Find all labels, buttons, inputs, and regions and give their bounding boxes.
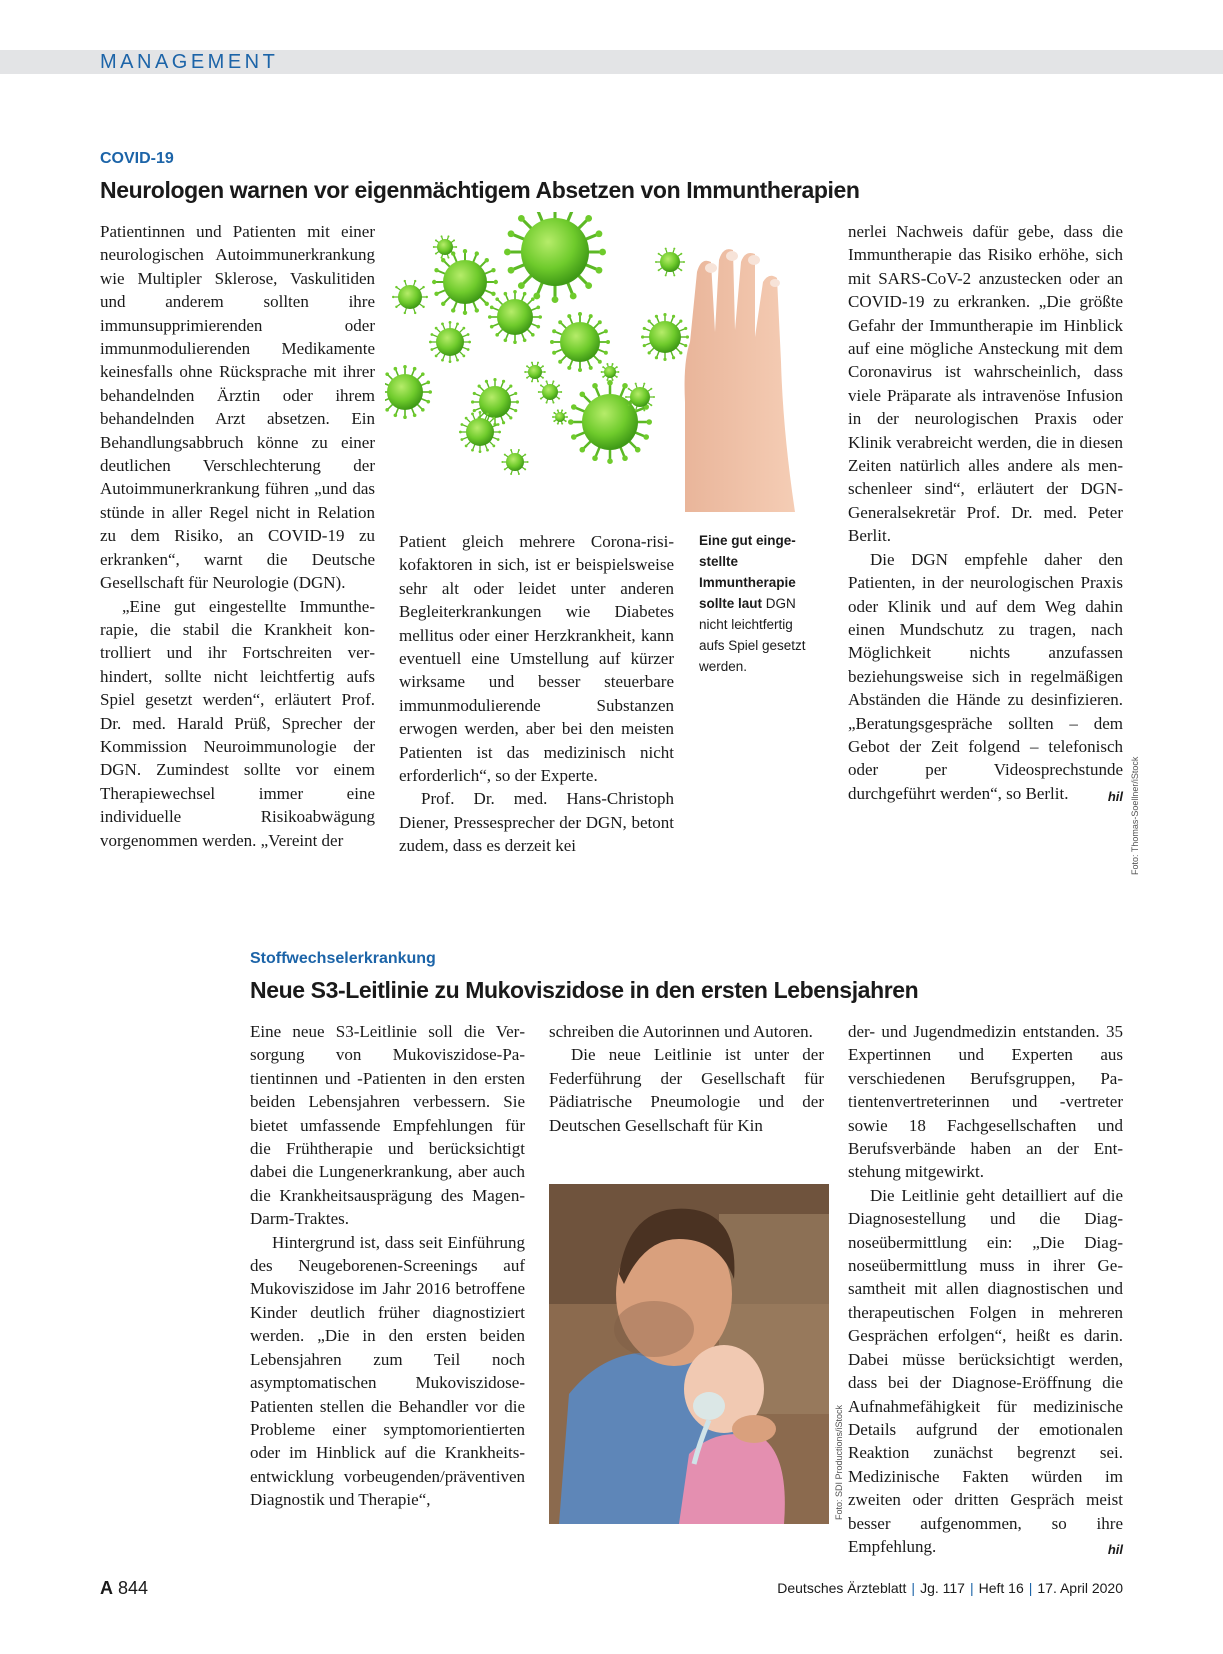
paragraph: Patientinnen und Patienten mit einer neurologischen Autoimmunerkrankung wie Multipler Sklerose, Vaskulitiden und anderem sollten ihre immunsupprimierenden oder immunmodulierenden Medikamente keinesfalls ohne Rücksprache mit ihrer behandelnden Ärztin oder ihrem behandelnden Arzt absetzen. Ein Behandlungsabbruch könne zu einer deutlichen Verschlechterung der Autoimmunerkrankung führen „und das stünde in aller Regel nicht in Relation zu dem Risiko, an COVID-19 zu erkranken“, warnt die Deutsche Gesellschaft für Neurologie (DGN). xyxy=(100,222,375,593)
photo-credit: Foto: SDI Productions/iStock xyxy=(834,1404,844,1520)
virus-group xyxy=(385,212,689,475)
separator: | xyxy=(969,1580,974,1596)
article2-kicker: Stoffwechselerkrankung xyxy=(250,950,436,967)
article1-headline: Neurologen warnen vor eigenmächtigem Absetzen von Immuntherapien xyxy=(100,177,860,203)
article2-column-1 xyxy=(250,1020,525,1512)
father-baby-photo xyxy=(549,1184,829,1524)
journal-volume: Jg. 117 xyxy=(920,1580,965,1596)
paragraph: Hintergrund ist, dass seit Einführung des Neugeborenen-Screenings auf Mukoviszidose im Jahr 2016 betroffene Kinder deutlich früher diagnostiziert werden. „Die in den ersten beiden Lebensjahren zum Teil noch asymptomatischen Mukoviszidose-Patienten stellen die Behandler vor die Probleme einer symptomorientierten oder im Hinblick auf die Krankheitsentwicklung vorbeugenden/präventiven Diagnostik und Therapie“, xyxy=(250,1232,525,1510)
coronavirus-illustration xyxy=(385,212,825,512)
virus-icon xyxy=(641,313,689,361)
author-signature: hil xyxy=(1107,1541,1123,1557)
paragraph: Die neue Leitlinie ist unter der Federführung der Gesellschaft für Pädiatrische Pneumologie und der Deutschen Gesellschaft für Kin xyxy=(549,1045,824,1135)
journal-name: Deutsches Ärzteblatt xyxy=(777,1580,907,1596)
virus-icon xyxy=(655,248,685,277)
author-signature: hil xyxy=(1107,788,1123,804)
photo-credit: Foto: Thomas-Soellner/iStock xyxy=(1130,756,1140,875)
virus-icon xyxy=(429,321,471,363)
article1-column-1 xyxy=(100,220,375,852)
article2-column-3 xyxy=(848,1020,1123,1561)
paragraph: Die DGN empfehle daher den Patienten, in der neurologischen Praxis oder Klinik und auf dem Weg dahin einen Mundschutz zu tragen, nach Möglichkeit nichts anzufassen beziehungsweise sich in regelmäßigen Abständen die Hände zu desinfizieren. „Beratungsgespräche sollten – dem Gebot der Zeit folgend – telefonisch oder per Videosprechstunde durchgeführt werden“, so Berlit. hil xyxy=(848,548,1123,805)
journal-issue: Heft 16 xyxy=(978,1580,1024,1596)
virus-icon xyxy=(488,290,542,344)
paragraph: Patient gleich mehrere Corona-risikofaktoren in sich, ist er beispielsweise sehr alt oder leidet unter anderen Begleiterkrankungen wie Diabetes mellitus oder einer Herzkrankheit, kann eventuell eine Umstellung auf kürzer wirksame und besser steuerbare immunmodulierende Substanzen erwogen werden, aber bei den meisten Patienten ist das medizinisch nicht erforderlich“, so der Experte. xyxy=(399,532,674,786)
virus-icon xyxy=(392,280,428,314)
image-caption xyxy=(699,530,809,677)
virus-icon xyxy=(385,365,432,419)
virus-icon xyxy=(552,409,568,424)
journal-date: 17. April 2020 xyxy=(1037,1580,1123,1596)
paragraph: der- und Jugendmedizin entstanden. 35 Expertinnen und Experten aus verschiedenen Berufsgruppen, Patientenvertreterinnen und -vertreter sowie 18 Fachgesellschaften und Berufsverbände haben an der Entstehung mitgewirkt. xyxy=(848,1022,1123,1182)
virus-icon xyxy=(550,312,610,372)
paragraph: nerlei Nachweis dafür gebe, dass die Immuntherapie das Risiko erhöhe, sich mit SARS-CoV-2 anzustecken oder an COVID-19 zu erkranken. „Die größte Gefahr der Immuntherapie im Hinblick auf eine mögliche Ansteckung mit dem Coronavirus ist wahrscheinlich, dass viele Präparate als intravenöse Infusion in der neurologischen Praxis oder Klinik verabreicht werden, die in diesen Zeiten natürlich alles andere als menschenleer sind“, erläutert der DGN-Generalsekretär Prof. Dr. med. Peter Berlit. xyxy=(848,222,1123,546)
article1-column-2 xyxy=(399,530,674,858)
journal-footer xyxy=(777,1580,1123,1596)
hand-icon xyxy=(685,249,795,512)
article2-headline: Neue S3-Leitlinie zu Mukoviszidose in den ersten Lebensjahren xyxy=(250,977,919,1003)
separator: | xyxy=(1028,1580,1033,1596)
section-label: MANAGEMENT xyxy=(100,51,279,73)
virus-icon xyxy=(459,411,501,453)
virus-icon xyxy=(601,363,620,381)
virus-icon xyxy=(501,449,528,475)
article2-column-2 xyxy=(549,1020,824,1137)
article1-kicker: COVID-19 xyxy=(100,150,174,167)
virus-icon xyxy=(538,380,562,403)
virus-icon xyxy=(504,212,606,303)
paragraph: Prof. Dr. med. Hans-Christoph Diener, Pressesprecher der DGN, betont zudem, dass es derzeit kei xyxy=(399,789,674,856)
paragraph: schreiben die Autorinnen und Autoren. xyxy=(549,1022,813,1041)
paragraph: „Eine gut eingestellte Immuntherapie, die stabil die Krankheit kontrolliert und ihr Fortschreiten verhindert, sollte nicht leichtfertig aufs Spiel gesetzt werden“, erläutert Prof. Dr. med. Harald Prüß, Sprecher der Kommission Neuroimmunologie der DGN. Zumindest sollte vor einem Therapiewechsel immer eine individuelle Risikoabwägung vorgenommen werden. „Vereint der xyxy=(100,596,375,850)
caption-text: DGN nicht leichtfertig aufs Spiel gesetzt werden. xyxy=(699,596,806,674)
page-number xyxy=(100,1578,148,1599)
separator: | xyxy=(911,1580,916,1596)
page-prefix: A xyxy=(100,1578,113,1598)
paragraph: Die Leitlinie geht detailliert auf die Diagnosestellung und die Diagnoseübermittlung ein: „Die Diagnoseübermittlung muss in ihrer Gesamtheit mit allen diagnostischen und therapeutischen Folgen in mehreren Gesprächen erfolgen“, heißt es darin. Dabei müsse berücksichtigt werden, dass bei der Diagnose-Eröffnung die Aufnahmefähigkeit für medizinische Details aufgrund der emotionalen Reaktion zunächst begrenzt sei. Medizinische Fakten würden im zweiten oder dritten Gespräch meist besser aufgenommen, so ihre Empfehlung. hil xyxy=(848,1184,1123,1559)
paragraph: Eine neue S3-Leitlinie soll die Versorgung von Mukoviszidose-Patientinnen und -Patienten in den ersten beiden Lebensjahren verbessern. Sie bietet umfassende Empfehlungen für die Frühtherapie und berücksichtigt dabei die Lungenerkrankung, aber auch die Krankheitsausprägung des Magen-Darm-Traktes. xyxy=(250,1022,525,1229)
virus-icon xyxy=(432,249,498,315)
photo-illustration xyxy=(549,1184,829,1524)
page-number-value: 844 xyxy=(118,1578,149,1598)
article1-column-3 xyxy=(848,220,1123,808)
virus-icon xyxy=(524,362,546,383)
caption-bold: Eine gut eingestellte Immuntherapie sollte laut xyxy=(699,533,796,611)
virus-hand-illustration xyxy=(385,212,825,512)
